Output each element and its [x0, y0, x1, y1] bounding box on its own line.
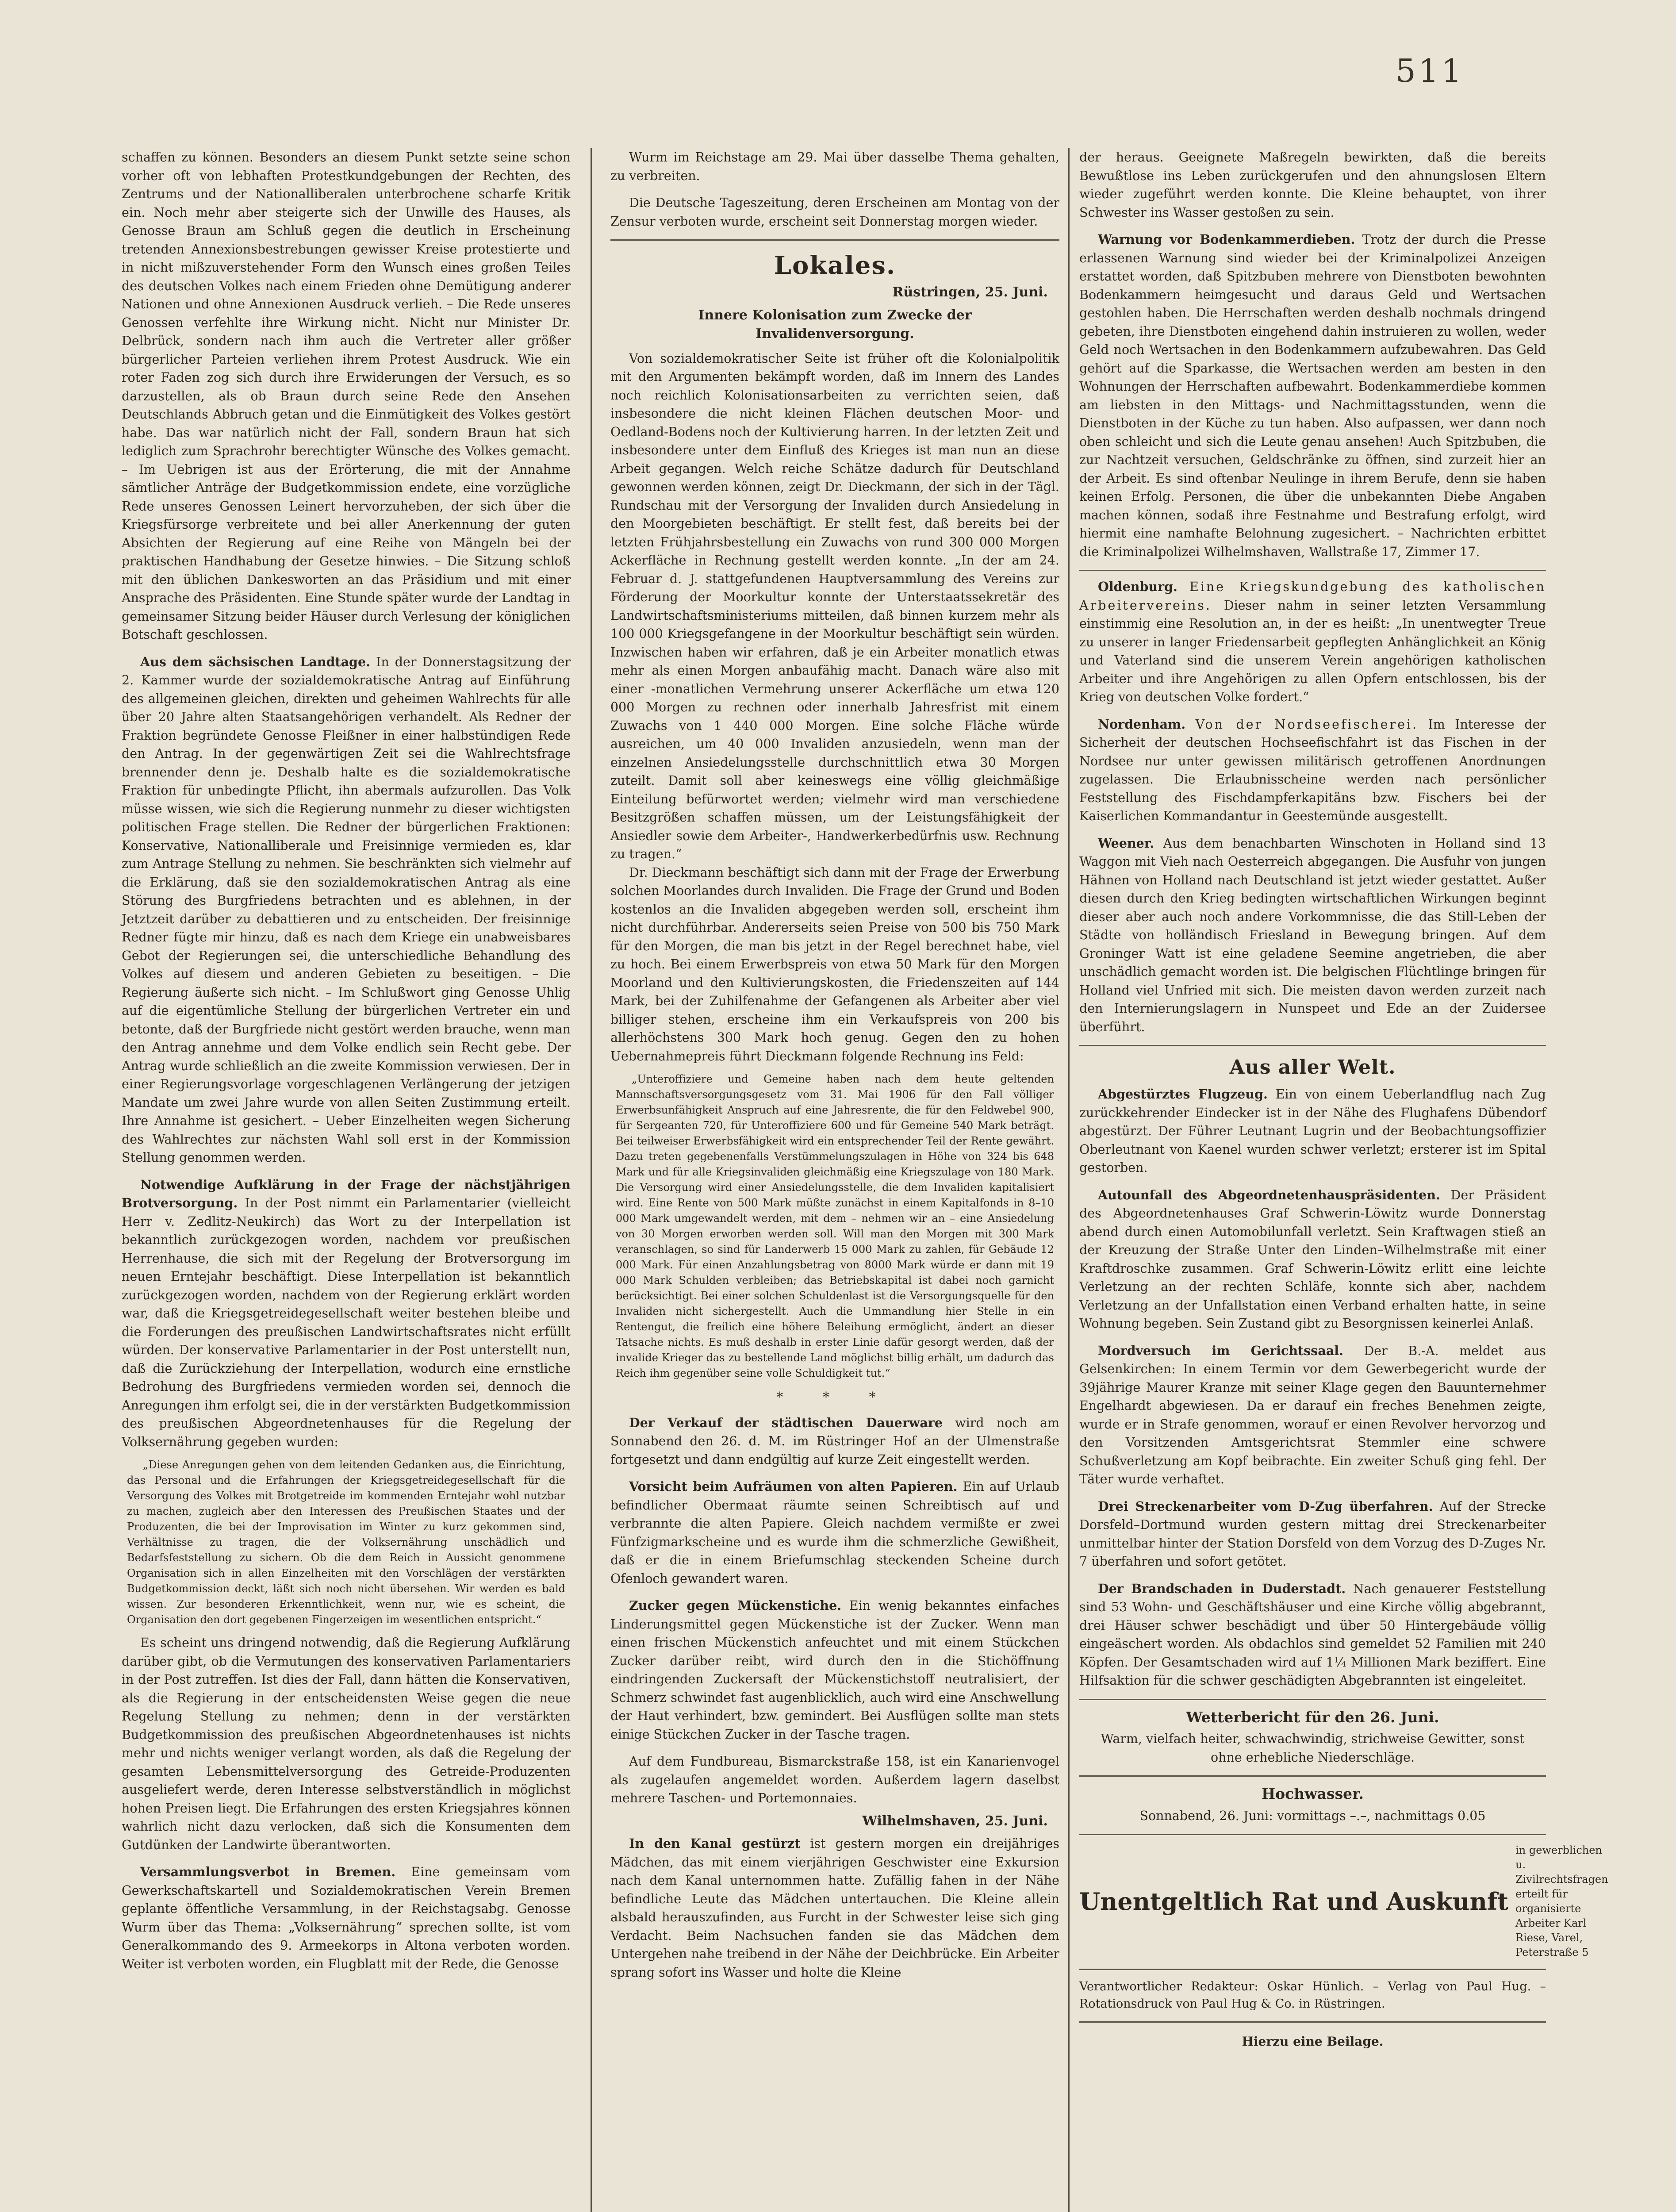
article-text: Nach genauerer Feststellung sind 53 Wohn- und Geschäftshäuser und eine Kirche völlig abgebrannt, drei Häuser schwer beschädigt und über 50 Hintergebäude völlig eingeäschert worden. Als obdachlos sind gemeldet 52 Familien mit 240 Köpfen. Der Gesamtschaden wird auf 1¼ Millionen Mark beziffert. Eine Hilfsaktion für die schwer geschädigten Abgebrannten ist eingeleitet.	[1079, 1581, 1546, 1688]
section-divider	[1079, 1775, 1546, 1777]
article-heading: In den Kanal gestürzt	[629, 1836, 801, 1851]
quote-block: „Unteroffiziere und Gemeine haben nach dem heute geltenden Mannschaftsversorgungsgesetz vom 31. Mai 1906 für den Fall völliger Erwerbsunfähigkeit Anspruch auf eine Jahresrente, die für den Feldwebel 900, für Sergeanten 720, für Unteroffiziere 600 und für Gemeine 540 Mark beträgt. Bei teilweiser Erwerbsfähigkeit wird ein entsprechender Teil der Rente gewährt. Dazu treten gegebenenfalls Verstümmelungszulagen in Höhe von 324 bis 648 Mark und für alle Kriegsinvaliden gleichmäßig eine Kriegszulage von 180 Mark. Die Versorgung wird einer Ansiedelungsstelle, die dem Invaliden kapitalisiert wird. Eine Rente von 500 Mark müßte zunächst in einem Kapitalfonds in 8–10 000 Mark umgewandelt werden, mit dem – nehmen wir an – eine Ansiedelung von 30 Morgen erworben werden soll. Will man den Morgen mit 300 Mark veranschlagen, so sind für Landerwerb 15 000 Mark zu zahlen, für Gebäude 12 000 Mark. Für einen Anzahlungsbetrag von 8000 Mark würde er dann mit 19 000 Mark Schulden verbleiben; das Betriebskapital ist dabei noch garnicht berücksichtigt. Bei einer solchen Schuldenlast ist die Versorgungsquelle für den Invaliden nicht sichergestellt. Auch die Ummandlung hier Stelle in ein Rentengut, die freilich eine höhere Beleihung ermöglicht, ändert an dieser Tatsache nichts. Es muß deshalb in erster Linie dafür gesorgt werden, daß der invalide Krieger das zu bestellende Land möglichst billig erhält, um dadurch das Reich ihm gegenüber seine volle Schuldigkeit tut.“	[616, 1073, 1054, 1379]
high-water-title: Hochwasser.	[1261, 1785, 1364, 1802]
article-text: wird noch am Sonnabend den 26. d. M. im Rüstringer Hof an der Ulmenstraße fortgesetzt und dann endgültig auf kurze Zeit eingestellt werden.	[610, 1415, 1060, 1467]
article-heading: Autounfall des Abgeordnetenhauspräsidenten.	[1098, 1187, 1440, 1202]
article-subheading: Eine Kriegskundgebung des katholischen Arbeitervereins.	[1079, 580, 1546, 613]
article-text: Auf der Strecke Dorsfeld–Dortmund wurden gestern mittag drei Streckenarbeiter unmittelbar hinter der Station Dorsfeld von dem Vorzug des D-Zuges Nr. 7 überfahren und sofort getötet.	[1079, 1499, 1546, 1569]
column-middle	[610, 148, 1059, 2212]
article-paragraph	[1079, 230, 1546, 561]
article-paragraph	[122, 1176, 571, 1452]
article-text: Dieser nahm in seiner letzten Versammlung einstimmig eine Resolution an, in der es heißt: „In unentwegter Treue zu unserer in langer Friedensarbeit gepflegten Anhänglichkeit an König und Vaterland sind die unserem Verein angehörigen katholischen Arbeiter und ihre Angehörigen zu allen Opfern entschlossen, bis der Krieg von deutschen Volke fordert.“	[1079, 598, 1546, 704]
article-text: In der Post nimmt ein Parlamentarier (vielleicht Herr v. Zedlitz-Neukirch) das Wort zu der Interpellation ist bekanntlich zurückgezogen worden, nachdem vor preußischen Herrenhause, die sich mit der Regelung der Brotversorgung im neuen Erntejahr beschäftigt. Diese Interpellation ist bekanntlich zurückgezogen worden, nachdem von der Regierung erklärt worden war, daß die Kriegsgetreidegesellschaft weiter bestehen bleibe und die Forderungen des preußischen Landwirtschaftsrates nicht erfüllt würden. Der konservative Parlamentarier in der Post unterstellt nun, daß die Zurückziehung der Interpellation, wodurch eine ernstliche Bedrohung des Burgfriedens vermieden worden sei, dennoch die Anregungen ihm erfolgt sei, die in der verstärkten Budgetkommission des preußischen Abgeordnetenhauses für die Regelung der Volksernährung gegeben wurden:	[122, 1196, 571, 1449]
article-paragraph	[1079, 1186, 1546, 1333]
section-divider	[1079, 1969, 1546, 1970]
supplement-note: Hierzu eine Beilage.	[1242, 2034, 1384, 2049]
article-paragraph	[610, 1835, 1059, 1982]
article-heading: Der Brandschaden in Duderstadt.	[1098, 1581, 1346, 1596]
column-rule	[591, 148, 592, 2212]
section-divider	[1079, 1699, 1546, 1700]
article-paragraph	[1079, 834, 1546, 1037]
article-text: Der Präsident des Abgeordnetenhauses Graf Schwerin-Löwitz wurde Donnerstag abend durch einen Automobilunfall verletzt. Sein Kraftwagen stieß an der Kreuzung der Straße Unter den Linden–Wilhelmstraße mit einer Kraftdroschke zusammen. Graf Schwerin-Löwitz erlitt eine leichte Verletzung an der rechten Schläfe, konnte sich aber, nachdem Verletzung an der Unfallstation einen Verband erhalten hatte, in seine Wohnung begeben. Sein Zustand gibt zu Besorgnissen keinerlei Anlaß.	[1079, 1187, 1546, 1331]
article-text: Dr. Dieckmann beschäftigt sich dann mit der Frage der Erwerbung solchen Moorlandes durch Invaliden. Die Frage der Grund und Boden kostenlos an die Invaliden abgegeben werden soll, erscheint ihm nicht durchführbar. Andererseits seien Preise von 500 bis 750 Mark für den Morgen, die man bis jetzt in der Regel berechnet habe, viel zu hoch. Bei einem Erwerbspreis von etwa 50 Mark für den Morgen Moorland und den Kultivierungskosten, die Friedenszeiten auf 144 Mark, bei der Zuhilfenahme der Gefangenen als Arbeiter aber viel billiger stehen, erscheine ihm ein Verkaufspreis von 200 bis allerhöchstens 300 Mark hoch genug. Gegen den zu hohen Uebernahmepreis führt Dieckmann folgende Rechnung ins Feld:	[610, 865, 1059, 1064]
article-text: Ein von einem Ueberlandflug nach Zug zurückkehrender Eindecker ist in der Nähe des Flughafens Dübendorf abgestürzt. Der Führer Leutnant Lugrin und der Beobachtungsoffizier Oberleutnant von Kaenel wurden schwer verletzt; ersterer ist im Spital gestorben.	[1079, 1087, 1546, 1175]
article-paragraph	[1079, 1580, 1546, 1690]
article-paragraph	[1079, 1498, 1546, 1571]
section-divider	[610, 239, 1059, 241]
article-text: Der B.-A. meldet aus Gelsenkirchen: In einem Termin vor dem Gewerbegericht wurde der 39jährige Maurer Kranze mit seiner Klage gegen den Bauunternehmer Engelhardt abgewiesen. Da er darauf ein freches Benehmen zeigte, wurde er in Strafe genommen, worauf er einen Revolver hervorzog und den Vorsitzenden Amtsgerichtsrat Stemmler eine schwere Schußverletzung am Kopf beibrachte. Ein zweiter Schuß ging fehl. Der Täter wurde verhaftet.	[1079, 1343, 1546, 1486]
article-text: Von sozialdemokratischer Seite ist früher oft die Kolonialpolitik mit den Argumenten bekämpft worden, daß im Innern des Landes noch reichlich Kolonisationsarbeiten zu verrichten seien, daß insbesondere die nicht kleinen Flächen deutschen Moor- und Oedland-Bodens noch der Kultivierung harren. In der letzten Zeit und insbesondere unter dem Einfluß des Krieges ist man nun an diese Arbeit gegangen. Welch reiche Schätze dadurch für Deutschland gewonnen werden können, zeigt Dr. Dieckmann, der sich in der Tägl. Rundschau mit der Versorgung der Invaliden durch Ansiedelung in den Moorgebieten beschäftigt. Er stellt fest, daß bereits bei der letzten Frühjahrsbestellung ein Zuwachs von rund 300 000 Morgen Ackerfläche in Rechnung gestellt werden konnte. „In der am 24. Februar d. J. stattgefundenen Hauptversammlung des Vereins zur Förderung der Moorkultur konnte der Unterstaatssekretär des Landwirtschaftsministeriums mitteilen, daß binnen kurzem mehr als 100 000 Kriegsgefangene in der Moorkultur beschäftigt sein würden. Inzwischen haben wir erfahren, daß je ein Arbeiter monatlich etwas mehr als einen Morgen anbaufähig macht. Danach wäre also mit einer -monatlichen Vermehrung unserer Ackerfläche um etwa 120 000 Morgen zu rechnen oder innerhalb Jahresfrist mit einem Zuwachs von 1 440 000 Morgen. Eine solche Fläche würde ausreichen, um 40 000 Invaliden anzusiedeln, wenn man der einzelnen Ansiedelungsstelle durchschnittlich etwa 30 Morgen zuteilt. Damit soll aber keineswegs eine völlig gleichmäßige Einteilung befürwortet werden; vielmehr wird man verschiedene Besitzgrößen schaffen müssen, um der Leistungsfähigkeit der Ansiedler sowie dem Arbeiter-, Handwerkerbedürfnis usw. Rechnung zu tragen.“	[610, 351, 1059, 861]
article-text: Wurm im Reichstage am 29. Mai über dasselbe Thema gehalten, zu verbreiten.	[610, 150, 1059, 183]
article-title: Innere Kolonisation zum Zwecke der Invalidenversorgung.	[698, 307, 972, 342]
section-title-aus-aller-welt: Aus aller Welt.	[1229, 1056, 1396, 1079]
article-paragraph	[1079, 1342, 1546, 1489]
article-text: In der Donnerstagsitzung der 2. Kammer wurde der sozialdemokratische Antrag auf Einführung des allgemeinen gleichen, direkten und geheimen Wahlrechts für alle über 20 Jahre alten Staatsangehörigen verhandelt. Als Redner der Fraktion begründete Genosse Fleißner in einer halbstündigen Rede den Antrag. In der gegenwärtigen Zeit sei die Wahlrechtsfrage brennender denn je. Deshalb halte es die sozialdemokratische Fraktion für unbedingte Pflicht, ihn abermals aufzurollen. Das Volk müsse wissen, wie sich die Regierung nunmehr zu dieser wichtigsten politischen Frage stellen. Die Redner der bürgerlichen Fraktionen: Konservative, Nationalliberale und Freisinnige vermieden es, klar zum Antrage Stellung zu nehmen. Sie beschränkten sich vielmehr auf die Erklärung, daß sie den sozialdemokratischen Antrag als eine Störung des Burgfriedens betrachten und es ablehnen, in der Jetztzeit darüber zu debattieren und zu entscheiden. Der freisinnige Redner fügte mir hinzu, daß es nach dem Kriege ein unabweisbares Gebot der Regierungen sei, die unterschiedliche Behandlung des Volkes auf diesem und anderen Gebieten zu beseitigen. – Die Regierung äußerte sich nicht. – Im Schlußwort ging Genosse Uhlig auf die eigentümliche Stellung der bürgerlichen Vertreter ein und betonte, daß der Burgfriede nicht gestört werden brauche, wenn man den Antrag annehme und dem Volke endlich sein Recht gebe. Der Antrag wurde schließlich an die zweite Kommission verwiesen. Der in einer Regierungsvorlage vorgeschlagenen Verlängerung der jetzigen Mandate um zwei Jahre wurde von allen Seiten Zustimmung erteilt. Ihre Annahme ist gesichert. – Ueber Einzelheiten wegen Sicherung des Wahlrechtes zur nächsten Wahl soll erst in der Kommission Stellung genommen werden.	[122, 654, 571, 1165]
article-heading: Versammlungsverbot in Bremen.	[140, 1864, 396, 1879]
advertisement	[1079, 1843, 1608, 1960]
page-number: 511	[1396, 52, 1465, 89]
quote-block: „Diese Anregungen gehen von dem leitenden Gedanken aus, die Einrichtung, das Personal und die Erfahrungen der Kriegsgetreidegesellschaft für die Versorgung des Volkes mit Brotgetreide im kommenden Erntejahr wohl nutzbar zu machen, zugleich aber den Interessen des Preußischen Staates und der Produzenten, die bei der Improvisation im Winter zu kurz gekommen sind, Verhältnisse zu tragen, die der Volksernährung unschädlich und Bedarfsfeststellung zu sichern. Ob die dem Reich in Aussicht genommene Organisation sich in allen Einzelheiten mit den Vorschlägen der verstärkten Budgetkommission deckt, läßt sich noch nicht übersehen. Wir werden es bald wissen. Zur besonderen Erkenntlichkeit, wenn nur, wie es scheint, die Organisation den dort gegebenen Fingerzeigen im wesentlichen entspricht.“	[127, 1459, 565, 1626]
advertisement-text: in gewerblichen u. Zivilrechtsfragen erteilt für organisierte Arbeiter Karl Riese, Varel, Peterstraße 5	[1515, 1844, 1608, 1959]
article-text: Auf dem Fundbureau, Bismarckstraße 158, ist ein Kanarienvogel als zugelaufen angemeldet worden. Außerdem lagern daselbst mehrere Taschen- und Portemonnaies.	[610, 1754, 1059, 1805]
article-heading: Vorsicht beim Aufräumen von alten Papieren.	[629, 1479, 958, 1494]
article-heading: Warnung vor Bodenkammerdieben.	[1098, 232, 1355, 247]
article-heading: Mordversuch im Gerichtssaal.	[1098, 1343, 1343, 1358]
article-paragraph	[122, 653, 571, 1167]
article-paragraph	[610, 1597, 1059, 1743]
article-heading: Nordenham.	[1098, 716, 1186, 732]
article-text: der heraus. Geeignete Maßregeln bewirkten, daß die bereits Bewußtlose ins Leben zurückgerufen und den ahnungslosen Eltern wieder zugeführt werden konnte. Die Kleine behauptet, von ihrer Schwester ins Wasser gestoßen zu sein.	[1079, 150, 1546, 220]
dateline: Wilhelmshaven, 25. Juni.	[862, 1813, 1048, 1829]
article-paragraph	[1079, 715, 1546, 826]
article-heading: Drei Streckenarbeiter vom D-Zug überfahren.	[1098, 1498, 1433, 1514]
article-text: Die Deutsche Tageszeitung, deren Erscheinen am Montag von der Zensur verboten wurde, erscheint seit Donnerstag morgen wieder.	[610, 196, 1059, 229]
section-title-lokales: Lokales.	[774, 251, 896, 280]
dateline: Rüstringen, 25. Juni.	[892, 284, 1048, 300]
article-text: Trotz der durch die Presse erlassenen Warnung sind wieder bei der Kriminalpolizei Anzeigen erstattet worden, daß Spitzbuben mehrere von Dienstboten bewohnten Bodenkammern heimgesucht und daraus Geld und Wertsachen gestohlen haben. Die Herrschaften werden deshalb nochmals dringend gebeten, ihre Dienstboten eingehend dahin instruieren zu wollen, weder Geld noch Wertsachen in den Bodenkammern aufzubewahren. Das Geld gehört auf die Sparkasse, die Wertsachen werden am besten in den Wohnungen der Herrschaften aufbewahrt. Bodenkammerdiebe kommen am liebsten in den Mittags- und Nachmittagsstunden, wenn die Dienstboten in der Küche zu tun haben. Also aufpassen, wer dann noch oben schleicht und sich die Leute genau ansehen! Auch Spitzbuben, die zur Nachtzeit versuchen, Geldschränke zu öffnen, sind zurzeit hier an der Arbeit. Es sind oftenbar Neulinge in ihrem Berufe, denn sie haben keinen Erfolg. Personen, die über die unbekannten Diebe Angaben machen können, sodaß ihre Festnahme und Bestrafung erfolgt, wird hiermit eine namhafte Belohnung zugesichert. – Nachrichten erbittet die Kriminalpolizei Wilhelmshaven, Wallstraße 17, Zimmer 17.	[1079, 232, 1546, 559]
article-heading: Zucker gegen Mückenstiche.	[629, 1598, 842, 1613]
article-text: Es scheint uns dringend notwendig, daß die Regierung Aufklärung darüber gibt, ob die Vermutungen des konservativen Parlamentariers in der Post zutreffen. Ist dies der Fall, dann hätten die Konservativen, als die Regierung in der entscheidensten Weise gegen die neue Regelung Stellung zu nehmen; denn in der verstärkten Budgetkommission des preußischen Abgeordnetenhauses ist nichts mehr und nichts weniger verlangt worden, als daß die Regelung der gesamten Lebensmittelversorgung des Getreide-Produzenten ausgeliefert werde, deren Interesse selbstverständlich in möglichst hohen Preisen liegt. Die Erfahrungen des ersten Kriegsjahres können wahrlich nicht dazu verlocken, daß sich die Konsumenten dem Gutdünken der Landwirte überantworten.	[122, 1636, 571, 1852]
article-paragraph	[610, 1478, 1059, 1588]
high-water-text: Sonnabend, 26. Juni: vormittags –.–, nachmittags 0.05	[1139, 1808, 1486, 1823]
article-text: Ein auf Urlaub befindlicher Obermaat räumte seinen Schreibtisch auf und verbrannte die alten Papiere. Gleich nachdem vermißte er zwei Fünfzigmarkscheine und es wurde ihm die schmerzliche Gewißheit, daß er die in einem Briefumschlag steckenden Scheine durch Ofenloch gewandert waren.	[610, 1479, 1059, 1586]
section-divider	[1079, 1834, 1546, 1835]
imprint: Verantwortlicher Redakteur: Oskar Hünlich. – Verlag von Paul Hug. – Rotationsdruck von Paul Hug & Co. in Rüstringen.	[1079, 1980, 1546, 2011]
weather-title: Wetterbericht für den 26. Juni.	[1186, 1708, 1439, 1726]
section-divider	[1079, 2021, 1546, 2023]
advertisement-title: Unentgeltlich Rat und Auskunft	[1079, 1887, 1509, 1916]
column-right	[1079, 148, 1608, 2212]
article-heading: Der Verkauf der städtischen Dauerware	[629, 1415, 943, 1430]
article-text: Im Interesse der Sicherheit der deutschen Hochseefischfahrt ist das Fischen in der Nordsee nur unter gewissen militärisch getroffenen Anordnungen zugelassen. Die Erlaubnisscheine werden nach persönlicher Feststellung des Fischdampferkapitäns bzw. Fischers bei der Kaiserlichen Kommandantur in Geestemünde ausgestellt.	[1079, 717, 1546, 823]
article-paragraph	[610, 1414, 1059, 1469]
article-heading: Oldenburg.	[1098, 579, 1177, 594]
separator-stars: * * *	[776, 1390, 894, 1405]
article-subheading: Von der Nordseefischerei.	[1195, 717, 1419, 732]
article-text: Eine gemeinsam vom Gewerkschaftskartell und Sozialdemokratischen Verein Bremen geplante öffentliche Versammlung, in der Reichstagsabg. Genosse Wurm über das Thema: „Volksernährung“ sprechen sollte, ist vom Generalkommando des 9. Armeekorps in Altona verboten worden. Weiter ist verboten worden, ein Flugblatt mit der Rede, die Genosse	[122, 1865, 571, 1971]
article-divider	[1079, 570, 1546, 571]
article-text: schaffen zu können. Besonders an diesem Punkt setzte seine schon vorher oft von lebhaften Protestkundgebungen der Rechten, des Zentrums und der Nationalliberalen unterbrochene scharfe Kritik ein. Noch mehr aber steigerte sich der Unwille des Hauses, als Genosse Braun am Schluß gegen die deutlich in Erscheinung tretenden Annexionsbestrebungen gewisser Kreise protestierte und in nicht mißzuverstehender Form den Wunsch eines großen Teiles des deutschen Volkes nach einem Frieden ohne Demütigung anderer Nationen und ohne Annexionen Ausdruck verlieh. – Die Rede unseres Genossen verfehlte ihre Wirkung nicht. Nicht nur Minister Dr. Delbrück, sondern nach ihm auch die Vertreter aller größer bürgerlicher Parteien verliehen ihrem Protest Ausdruck. Wie ein roter Faden zog sich durch ihre Erwiderungen der Versuch, es so darzustellen, als ob Braun durch seine Rede den Ansehen Deutschlands Abbruch getan und die Einmütigkeit des Volkes gestört habe. Das war natürlich nicht der Fall, sondern Braun hat sich lediglich zum Sprachrohr berechtigter Wünsche des Volkes gemacht. – Im Uebrigen ist aus der Erörterung, die mit der Annahme sämtlicher Anträge der Budgetkommission endete, eine vorzügliche Rede unseres Genossen Leinert hervorzuheben, der sich über die Kriegsfürsorge verbreitete und bei aller Anerkennung der guten Absichten der Regierung auf eine Reihe von Mängeln bei der praktischen Handhabung der Gesetze hinwies. – Die Sitzung schloß mit den üblichen Dankesworten an das Präsidium und mit einer Ansprache des Präsidenten. Eine Stunde später wurde der Landtag in gemeinsamer Sitzung beider Häuser durch Verlesung der königlichen Botschaft geschlossen.	[122, 150, 571, 642]
column-rule	[1068, 148, 1070, 2212]
article-text: ist gestern morgen ein dreijähriges Mädchen, das mit einem vierjährigen Geschwister eine Exkursion nach dem Kanal unternommen hatte. Zufällig fahen in der Nähe befindliche Leute das Mädchen untertauchen. Die Kleine allein alsbald herauszufinden, aus Furcht in der Schwester leise sich ging Verdacht. Beim Nachsuchen fanden sie das Mädchen dem Untergehen nahe treibend in der Nähe der Deichbrücke. Ein Arbeiter sprang sofort ins Wasser und holte die Kleine	[610, 1836, 1059, 1980]
article-heading: Notwendige Aufklärung in der Frage der nächstjährigen Brotversorgung.	[122, 1177, 571, 1210]
article-text: Ein wenig bekanntes einfaches Linderungsmittel gegen Mückenstiche ist der Zucker. Wenn man einen frischen Mückenstich anfeuchtet und mit einem Stückchen Zucker darüber reibt, wird durch den in die Stichöffnung eindringenden Zuckersaft der Mückenstichstoff neutralisiert, der Schmerz schwindet fast augenblicklich, auch wird eine Anschwellung der Haut verhindert, bzw. gemindert. Bei Ausflügen sollte man stets einige Stückchen Zucker in der Tasche tragen.	[610, 1598, 1059, 1742]
article-paragraph	[1079, 1085, 1546, 1177]
article-heading: Aus dem sächsischen Landtage.	[140, 654, 371, 669]
section-divider	[1079, 1045, 1546, 1046]
article-heading: Weener.	[1098, 835, 1154, 851]
article-text: Aus dem benachbarten Winschoten in Holland sind 13 Waggon mit Vieh nach Oesterreich abgegangen. Die Ausfuhr von jungen Hähnen von Holland nach Deutschland ist jetzt wieder gestattet. Außer diesen durch den Krieg bedingten wirtschaftlichen Wirkungen beginnt dieser aber auch noch andere Vorkommnisse, die das Still-Leben der Städte von holländisch Friesland in Bewegung bringen. Auf dem Groninger Watt ist eine geladene Seemine angetrieben, die aber unschädlich gemacht worden ist. Die belgischen Flüchtlinge bringen für Holland viel Unfried mit sich. Die meisten davon werden zurzeit nach den Internierungslagern in Nunspeet und Ede an der Zuidersee überführt.	[1079, 836, 1546, 1034]
article-heading: Abgestürztes Flugzeug.	[1098, 1087, 1268, 1102]
column-left	[122, 148, 571, 2212]
article-paragraph	[1079, 578, 1546, 707]
weather-text: Warm, vielfach heiter, schwachwindig, strichweise Gewitter, sonst ohne erhebliche Niederschläge.	[1101, 1732, 1525, 1765]
article-paragraph	[122, 1863, 571, 1973]
